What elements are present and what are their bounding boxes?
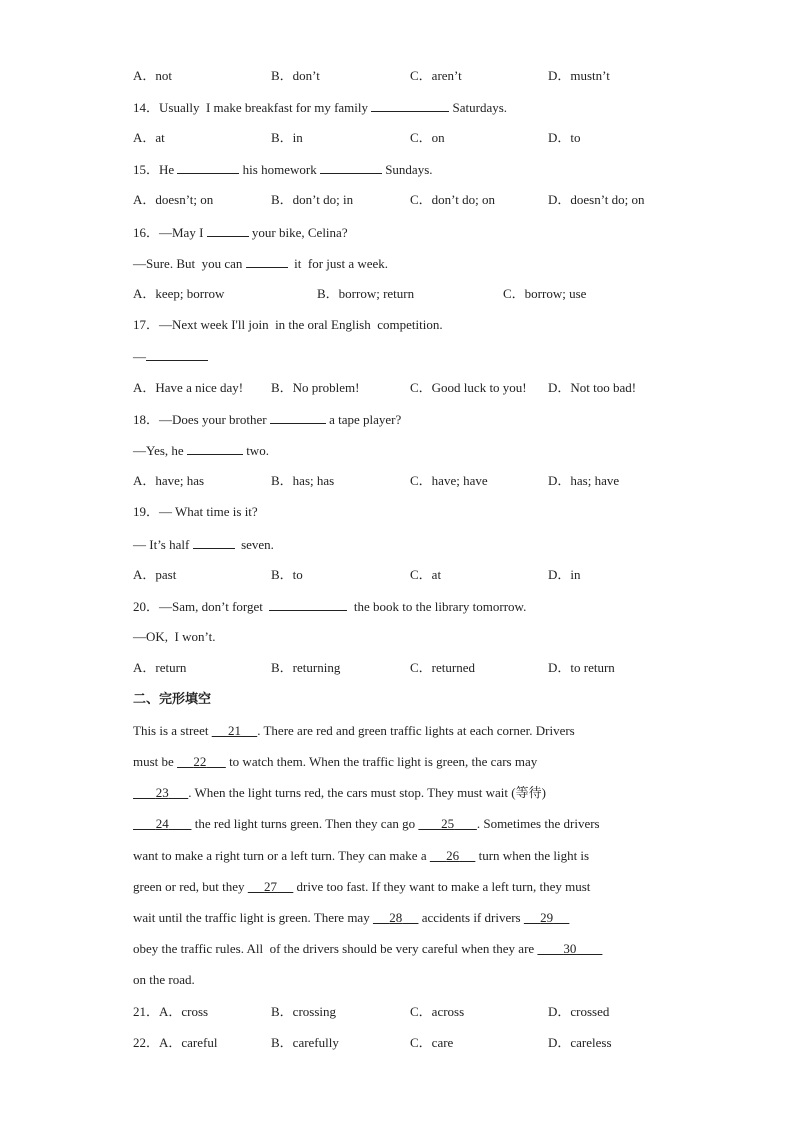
option-d: D．crossed — [548, 1004, 610, 1019]
option-a: A．not — [133, 68, 173, 83]
blank-number: 27 — [264, 879, 278, 894]
answer-blank — [146, 348, 208, 361]
option-b: B．to — [271, 567, 303, 582]
q22-options — [0, 1035, 794, 1051]
blank-number: 29 — [540, 910, 554, 925]
option-d: D．doesn’t do; on — [548, 192, 645, 207]
blank-number: 23 — [155, 785, 169, 800]
passage-line: obey the traffic rules. All of the drivers should be very careful when they are 30 — [133, 941, 602, 957]
q19-options — [0, 567, 794, 583]
question-16-reply: —Sure. But you can it for just a week. — [133, 256, 389, 271]
q18-options — [0, 473, 794, 489]
q15-options — [0, 192, 794, 208]
answer-blank — [269, 598, 347, 611]
option-c: C．at — [410, 567, 442, 582]
blank-number: 22 — [193, 754, 207, 769]
option-c: C．have; have — [410, 473, 488, 488]
question-18: 18．—Does your brother a tape player? — [133, 412, 402, 427]
option-a: A．at — [133, 130, 165, 145]
q17-options — [0, 380, 794, 396]
question-20-reply: —OK, I won’t. — [133, 629, 216, 644]
option-d: D．to return — [548, 660, 615, 675]
option-b: B．in — [271, 130, 303, 145]
q14-options — [0, 130, 794, 146]
option-a: 21．A．cross — [133, 1004, 209, 1019]
question-20: 20．—Sam, don’t forget the book to the library tomorrow. — [133, 599, 527, 614]
question-15: 15．He his homework Sundays. — [133, 162, 433, 177]
passage-line: 23 . When the light turns red, the cars must stop. They must wait (等待) — [133, 785, 546, 801]
option-b: B．borrow; return — [317, 286, 415, 301]
option-b: B．returning — [271, 660, 341, 675]
option-a: A．doesn’t; on — [133, 192, 214, 207]
question-16: 16．—May I your bike, Celina? — [133, 225, 348, 240]
option-a: A．have; has — [133, 473, 205, 488]
blank-number: 28 — [389, 910, 403, 925]
section-title: 二、完形填空 — [133, 692, 212, 707]
option-c: C．don’t do; on — [410, 192, 495, 207]
blank-number: 21 — [227, 723, 241, 738]
answer-blank — [207, 224, 249, 237]
option-a: A．keep; borrow — [133, 286, 225, 301]
option-d: D．mustn’t — [548, 68, 610, 83]
passage-line: green or red, but they 27 drive too fast. If they want to make a left turn, they must — [133, 879, 591, 894]
option-c: C．returned — [410, 660, 475, 675]
option-a: A．return — [133, 660, 187, 675]
option-d: D．in — [548, 567, 581, 582]
option-b: B．carefully — [271, 1035, 339, 1050]
option-c: C．care — [410, 1035, 454, 1050]
q21-options — [0, 1004, 794, 1020]
question-14: 14．Usually I make breakfast for my family Saturdays. — [133, 100, 508, 115]
option-d: D．careless — [548, 1035, 612, 1050]
option-b: B．crossing — [271, 1004, 337, 1019]
option-a: 22．A．careful — [133, 1035, 218, 1050]
passage-line: on the road. — [133, 972, 195, 987]
passage-line: wait until the traffic light is green. There may 28 accidents if drivers 29 — [133, 910, 569, 926]
blank-number: 25 — [441, 816, 455, 831]
question-17-reply: — — [133, 348, 208, 365]
answer-blank — [320, 161, 382, 174]
answer-blank — [193, 536, 235, 549]
option-c: C．Good luck to you! — [410, 380, 527, 395]
option-c: C．aren’t — [410, 68, 462, 83]
option-b: B．don’t do; in — [271, 192, 354, 207]
answer-blank — [246, 255, 288, 268]
q16-options — [0, 286, 794, 302]
option-b: B．has; has — [271, 473, 335, 488]
passage-line: 24 the red light turns green. Then they can go 25 . Sometimes the drivers — [133, 816, 600, 832]
passage-line: must be 22 to watch them. When the traffic light is green, the cars may — [133, 754, 538, 769]
passage-line: want to make a right turn or a left turn. They can make a 26 turn when the light is — [133, 848, 590, 863]
blank-number: 24 — [155, 816, 169, 831]
answer-blank — [371, 99, 449, 112]
q20-options — [0, 660, 794, 676]
option-d: D．to — [548, 130, 581, 145]
option-a: A．Have a nice day! — [133, 380, 244, 395]
answer-blank — [270, 411, 326, 424]
option-b: B．don’t — [271, 68, 320, 83]
blank-number: 30 — [563, 941, 577, 956]
answer-blank — [177, 161, 239, 174]
question-18-reply: —Yes, he two. — [133, 443, 269, 458]
q13-options — [0, 68, 794, 84]
option-c: C．on — [410, 130, 445, 145]
option-d: D．has; have — [548, 473, 620, 488]
answer-blank — [187, 442, 243, 455]
option-d: D．Not too bad! — [548, 380, 637, 395]
option-c: C．across — [410, 1004, 465, 1019]
question-19-reply: — It’s half seven. — [133, 537, 274, 552]
option-b: B．No problem! — [271, 380, 360, 395]
question-17: 17．—Next week I'll join in the oral English competition. — [133, 317, 443, 332]
passage-line: This is a street 21 . There are red and green traffic lights at each corner. Drivers — [133, 723, 575, 738]
option-a: A．past — [133, 567, 177, 582]
blank-number: 26 — [446, 848, 460, 863]
question-19: 19．— What time is it? — [133, 504, 258, 519]
option-c: C．borrow; use — [503, 286, 587, 301]
